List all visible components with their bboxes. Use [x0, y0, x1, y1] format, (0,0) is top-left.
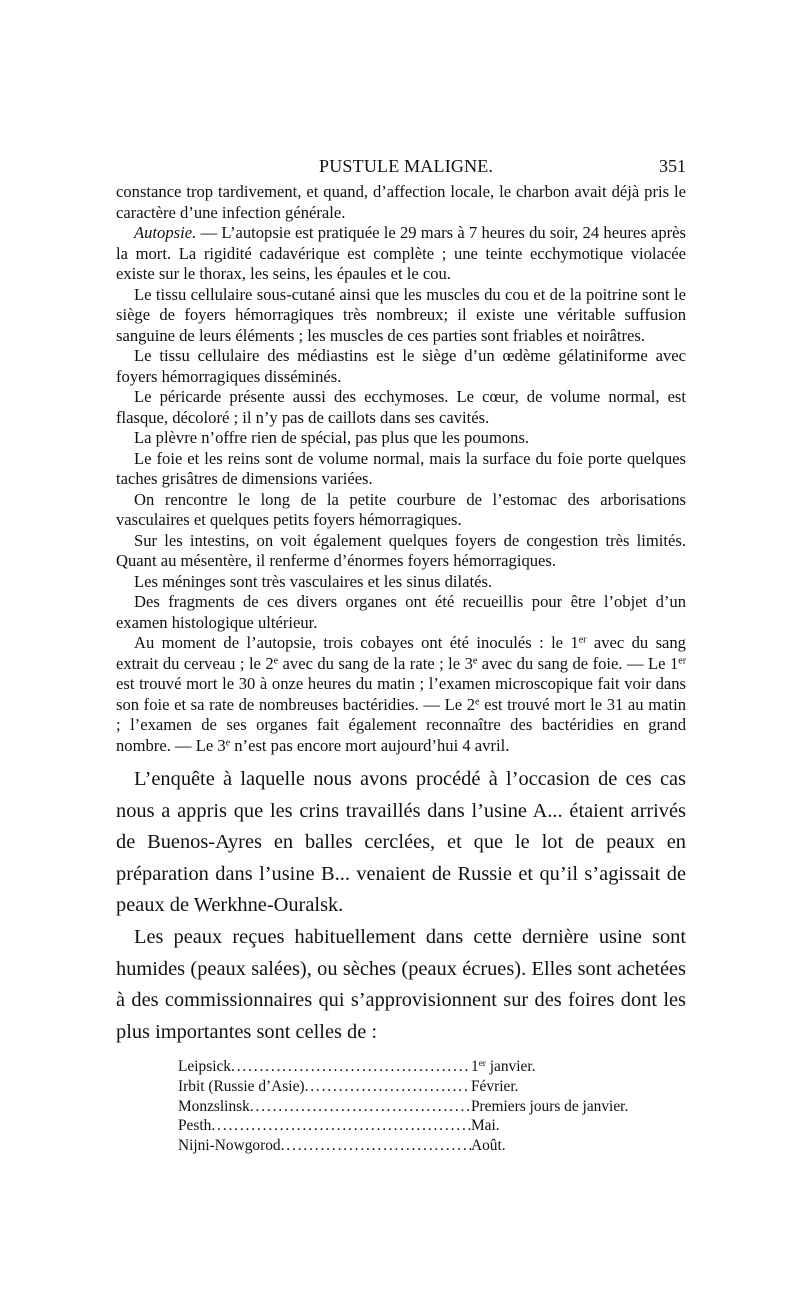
paragraph: Le foie et les reins sont de volume normal, mais la surface du foie porte quelques taches grisâtres de dimensions variées.	[116, 448, 686, 488]
fair-date	[471, 1136, 506, 1156]
dot-leader	[281, 1136, 471, 1156]
fair-row	[178, 1136, 686, 1156]
page-number: 351	[659, 156, 686, 176]
fair-name-cell	[178, 1116, 471, 1136]
paragraph: On rencontre le long de la petite courbure de l’estomac des arborisations vasculaires et quelques petits foyers hémorragiques.	[116, 489, 686, 529]
running-title: PUSTULE MALIGNE.	[319, 156, 494, 176]
autopsie-text: — L’autopsie est pratiquée le 29 mars à 7 heures du soir, 24 heures après la mort. La rigidité cadavérique est complète ; une teinte ecchymotique violacée existe sur le thorax, les seins, les épaules et le cou.	[116, 223, 686, 283]
superscript: e	[225, 737, 231, 749]
paragraph-inoculation	[116, 633, 686, 756]
superscript: er	[578, 634, 587, 646]
fair-date	[471, 1116, 500, 1136]
fair-name: Pesth	[178, 1117, 212, 1135]
text-run: Au moment de l’autopsie, trois cobayes ont été inoculés : le 1	[134, 633, 579, 652]
paragraph: Le tissu cellulaire sous-cutané ainsi que les muscles du cou et de la poitrine sont le siège de foyers hémorragiques très nombreux; il existe une véritable suffusion sanguine de leurs éléments ; les muscles de ces parties sont friables et noirâtres.	[116, 284, 686, 345]
fair-row	[178, 1097, 686, 1117]
text-run: avec du sang extrait du cerveau ; le 2	[116, 633, 686, 673]
paragraph-autopsie	[116, 223, 686, 285]
paragraph-peaux: Les peaux reçues habituellement dans cette dernière usine sont humides (peaux salées), ou sèches (peaux écrues). Elles sont achetées à des commissionnaires qui s’approvisionnent sur des foires dont les plus importantes sont celles de :	[116, 925, 686, 1043]
date-text: Premiers jours de janvier.	[471, 1097, 629, 1115]
autopsie-label: Autopsie.	[134, 223, 197, 242]
paragraph: constance trop tardivement, et quand, d’affection locale, le charbon avait déjà pris le caractère d’une infection générale.	[116, 182, 686, 222]
fair-date	[471, 1097, 628, 1117]
date-text: Août.	[471, 1136, 506, 1154]
dot-leader	[231, 1057, 471, 1077]
fair-date	[471, 1077, 518, 1097]
paragraph: Les méninges sont très vasculaires et les sinus dilatés.	[134, 571, 493, 591]
fair-name-cell	[178, 1136, 471, 1156]
superscript: e	[273, 655, 279, 667]
date-text: Mai.	[471, 1117, 500, 1135]
paragraph: Sur les intestins, on voit également quelques foyers de congestion très limités. Quant au mésentère, il renferme d’énormes foyers hémorragiques.	[116, 530, 686, 570]
superscript: er	[478, 1058, 486, 1069]
fairs-list	[178, 1057, 686, 1155]
fair-row	[178, 1057, 686, 1077]
fair-date	[471, 1057, 535, 1077]
dot-leader	[250, 1097, 471, 1117]
main-text	[116, 764, 686, 1048]
dot-leader	[211, 1116, 471, 1136]
date-number: 1	[471, 1058, 479, 1076]
superscript: er	[678, 655, 687, 667]
text-run: avec du sang de foie. — Le 1	[477, 653, 679, 673]
text-run: n’est pas encore mort aujourd’hui 4 avril.	[230, 735, 510, 755]
dot-leader	[305, 1077, 471, 1097]
date-text: janvier.	[485, 1058, 536, 1076]
fair-name-cell	[178, 1057, 471, 1077]
text-run: est trouvé mort le 31 au matin ; l’examen de ses organes fait également reconnaître des bactéridies en grand nombre. — Le 3	[116, 694, 686, 755]
fair-row	[178, 1077, 686, 1097]
text-run: est trouvé mort le 30 à onze heures du matin ; l’examen microscopique fait voir dans son foie et sa rate de nombreuses bactéridies. — Le 2	[116, 674, 686, 714]
fair-name: Leipsick	[178, 1058, 231, 1076]
superscript: e	[472, 655, 478, 667]
fair-name: Monzslinsk	[178, 1097, 250, 1115]
text-run: avec du sang de la rate ; le 3	[278, 653, 473, 673]
fair-name-cell	[178, 1097, 471, 1117]
paragraph: Le péricarde présente aussi des ecchymoses. Le cœur, de volume normal, est flasque, décoloré ; il n’y pas de caillots dans ses cavités.	[116, 387, 686, 427]
date-text: Février.	[471, 1077, 519, 1095]
book-page	[116, 156, 686, 1155]
fair-name: Nijni-Nowgorod	[178, 1136, 281, 1154]
paragraph: La plèvre n’offre rien de spécial, pas plus que les poumons.	[134, 428, 530, 447]
fair-row	[178, 1116, 686, 1136]
running-header	[116, 156, 686, 182]
paragraph: Des fragments de ces divers organes ont été recueillis pour être l’objet d’un examen histologique ultérieur.	[116, 592, 686, 632]
paragraph-enquete: L’enquête à laquelle nous avons procédé à l’occasion de ces cas nous a appris que les crins travaillés dans l’usine A... étaient arrivés de Buenos-Ayres en balles cerclées, et que le lot de peaux en préparation dans l’usine B... venaient de Russie et qu’il s’agissait de peaux de Werkhne-Ouralsk.	[116, 768, 686, 917]
paragraph: Le tissu cellulaire des médiastins est le siège d’un œdème gélatiniforme avec foyers hémorragiques disséminés.	[116, 346, 686, 386]
fair-name-cell	[178, 1077, 471, 1097]
superscript: e	[475, 696, 480, 708]
fair-name: Irbit (Russie d’Asie)	[178, 1077, 305, 1095]
case-report-text	[116, 182, 686, 756]
